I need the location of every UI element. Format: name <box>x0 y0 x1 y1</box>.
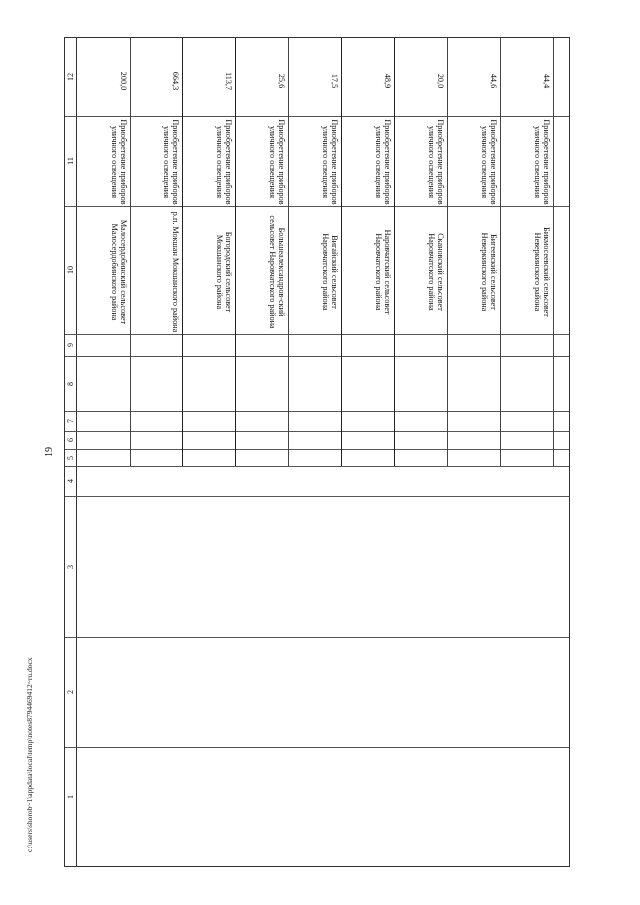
row-8-amount-cell <box>447 38 500 116</box>
row-8-purpose-cell <box>447 116 500 206</box>
row-2-district: р.п. Мокшан Мокшанского района <box>171 211 180 333</box>
column-number-12: 12 <box>66 73 75 81</box>
column-divider <box>65 496 569 497</box>
row-7-amount: 20,0 <box>436 73 445 89</box>
page-number: 19 <box>44 447 55 457</box>
row-1-amount-cell <box>77 38 130 116</box>
row-3-amount: 113,7 <box>224 71 233 91</box>
row-3-district-cell <box>182 206 235 334</box>
row-3-amount-cell <box>182 38 235 116</box>
row-1-purpose: Приобретение приборов уличного освещения <box>109 119 128 205</box>
column-number-11: 11 <box>66 157 75 165</box>
column-number-9: 9 <box>66 343 75 347</box>
column-divider <box>65 449 569 450</box>
row-6-purpose-cell <box>341 116 394 206</box>
row-9-purpose-cell <box>500 116 553 206</box>
row-7-district: Скановский сельсовет Наровчатского района <box>426 233 445 311</box>
row-7-purpose: Приобретение приборов уличного освещения <box>426 119 445 205</box>
column-number-2: 2 <box>66 690 75 694</box>
row-6-purpose: Приобретение приборов уличного освещения <box>373 119 392 205</box>
document-table <box>64 37 570 867</box>
row-5-district: Вигайский сельсовет Наровчатского района <box>320 233 339 311</box>
column-number-4: 4 <box>66 479 75 483</box>
row-7-district-cell <box>394 206 447 334</box>
column-divider <box>65 637 569 638</box>
row-separator <box>553 38 554 466</box>
row-2-amount-cell <box>130 38 182 116</box>
row-8-amount: 44,6 <box>489 73 498 89</box>
row-8-district: Бигеевский сельсовет Неверкинского района <box>479 232 498 312</box>
row-2-purpose: Приобретение приборов уличного освещения <box>161 119 180 205</box>
row-1-district-cell <box>77 206 130 334</box>
row-1-amount: 200,0 <box>119 71 128 91</box>
row-5-amount-cell <box>288 38 341 116</box>
row-2-purpose-cell <box>130 116 182 206</box>
row-5-purpose: Приобретение приборов уличного освещения <box>320 119 339 205</box>
row-3-district: Богородский сельсовет Мокшанского района <box>214 231 233 313</box>
row-9-amount-cell <box>500 38 553 116</box>
column-number-8: 8 <box>66 381 75 386</box>
column-divider <box>65 356 569 357</box>
column-divider <box>65 431 569 432</box>
footer-file-path: c:\users\shorob~1\appdata\local\temp\notes8794469412~ru.docx <box>25 657 34 852</box>
row-2-district-cell <box>130 206 182 334</box>
column-number-5: 5 <box>66 455 75 460</box>
row-1-district: Малосердобинский сельсовет Малосердобинского района <box>109 219 128 325</box>
column-divider <box>65 411 569 412</box>
row-5-amount: 17,5 <box>330 73 339 89</box>
row-8-purpose: Приобретение приборов уличного освещения <box>479 119 498 205</box>
row-5-district-cell <box>288 206 341 334</box>
column-number-10: 10 <box>66 266 75 274</box>
row-4-purpose-cell <box>235 116 288 206</box>
column-number-3: 3 <box>66 564 75 569</box>
column-divider <box>65 334 569 335</box>
row-4-amount-cell <box>235 38 288 116</box>
row-3-purpose-cell <box>182 116 235 206</box>
column-number-6: 6 <box>66 438 75 442</box>
column-number-7: 7 <box>66 419 75 423</box>
row-4-district: Большеалександров-ский сельсовет Наровчатского района <box>267 215 286 329</box>
row-6-district-cell <box>341 206 394 334</box>
row-7-purpose-cell <box>394 116 447 206</box>
column-divider <box>65 747 569 748</box>
row-3-purpose: Приобретение приборов уличного освещения <box>214 119 233 205</box>
row-9-district-cell <box>500 206 553 334</box>
row-4-district-cell <box>235 206 288 334</box>
row-8-district-cell <box>447 206 500 334</box>
row-9-district: Бикмосеевский сельсовет Неверкинского района <box>532 227 551 317</box>
column-divider <box>65 466 569 467</box>
row-7-amount-cell <box>394 38 447 116</box>
column-number-1: 1 <box>66 794 75 799</box>
row-9-amount: 44,4 <box>542 73 551 89</box>
row-4-purpose: Приобретение приборов уличного освещения <box>267 119 286 205</box>
row-4-amount: 25,6 <box>277 73 286 89</box>
row-5-purpose-cell <box>288 116 341 206</box>
row-2-amount: 664,3 <box>171 71 180 91</box>
row-1-purpose-cell <box>77 116 130 206</box>
row-6-amount: 48,9 <box>383 73 392 89</box>
row-6-amount-cell <box>341 38 394 116</box>
row-6-district: Наровчатский сельсовет Наровчатского района <box>373 229 392 315</box>
row-9-purpose: Приобретение приборов уличного освещения <box>532 119 551 205</box>
